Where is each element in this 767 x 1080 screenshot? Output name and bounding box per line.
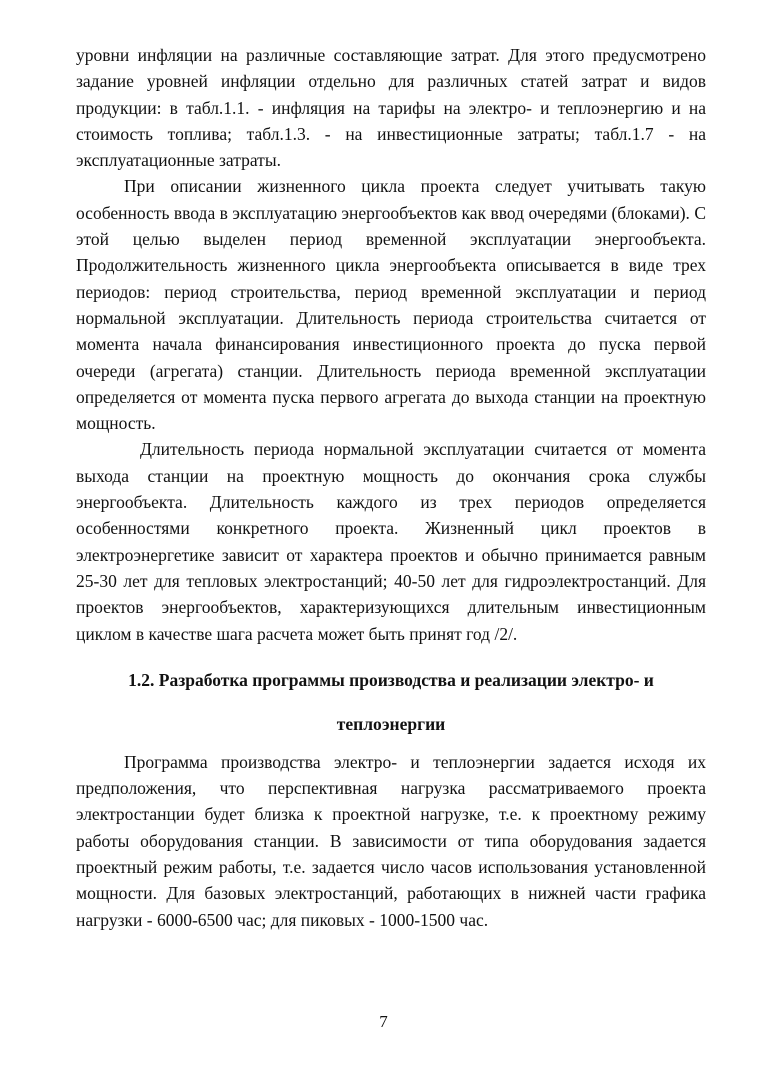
paragraph-normal-operation: Длительность периода нормальной эксплуатации считается от момента выхода станции на проектную мощность до окончания срока службы энергообъекта. Длительность каждого из трех периодов определяется особенностями конкретного проекта. Жизненный цикл проектов в электроэнергетике зависит от характера проектов и обычно принимается равным 25-30 лет для тепловых электростанций; 40-50 лет для гидроэлектростанций. Для проектов энергообъектов, характеризующихся длительным инвестиционным циклом в качестве шага расчета может быть принят год /2/. xyxy=(76,439,706,644)
page-number: 7 xyxy=(379,1012,388,1031)
document-page xyxy=(76,42,706,933)
paragraph-inflation: уровни инфляции на различные составляющие затрат. Для этого предусмотрено задание уровней инфляции отдельно для различных статей затрат и видов продукции: в табл.1.1. - инфляция на тарифы на электро- и теплоэнергию и на стоимость топлива; табл.1.3. - на инвестиционные затраты; табл.1.7 - на эксплуатационные затраты. xyxy=(76,45,706,171)
paragraph-production-program: Программа производства электро- и теплоэнергии задается исходя их предположения, что перспективная нагрузка рассматриваемого проекта электростанции будет близка к проектной нагрузке, т.е. к проектному режиму работы оборудования станции. В зависимости от типа оборудования задается проектный режим работы, т.е. задается число часов использования установленной мощности. Для базовых электростанций, работающих в нижней части графика нагрузки - 6000-6500 час; для пиковых - 1000-1500 час. xyxy=(76,751,706,930)
section-heading-line-1: 1.2. Разработка программы производства и реализации электро- и xyxy=(128,669,654,690)
section-heading-line-2: теплоэнергии xyxy=(336,713,446,734)
section-heading xyxy=(76,667,706,737)
paragraph-life-cycle: При описании жизненного цикла проекта следует учитывать такую особенность ввода в эксплуатацию энергообъектов как ввод очередями (блоками). С этой целью выделен период временной эксплуатации энергообъекта. Продолжительность жизненного цикла энергообъекта описывается в виде трех периодов: период строительства, период временной эксплуатации и период нормальной эксплуатации. Длительность периода строительства считается от момента начала финансирования инвестиционного проекта до пуска первой очереди (агрегата) станции. Длительность периода временной эксплуатации определяется от момента пуска первого агрегата до выхода станции на проектную мощность. xyxy=(76,176,706,434)
